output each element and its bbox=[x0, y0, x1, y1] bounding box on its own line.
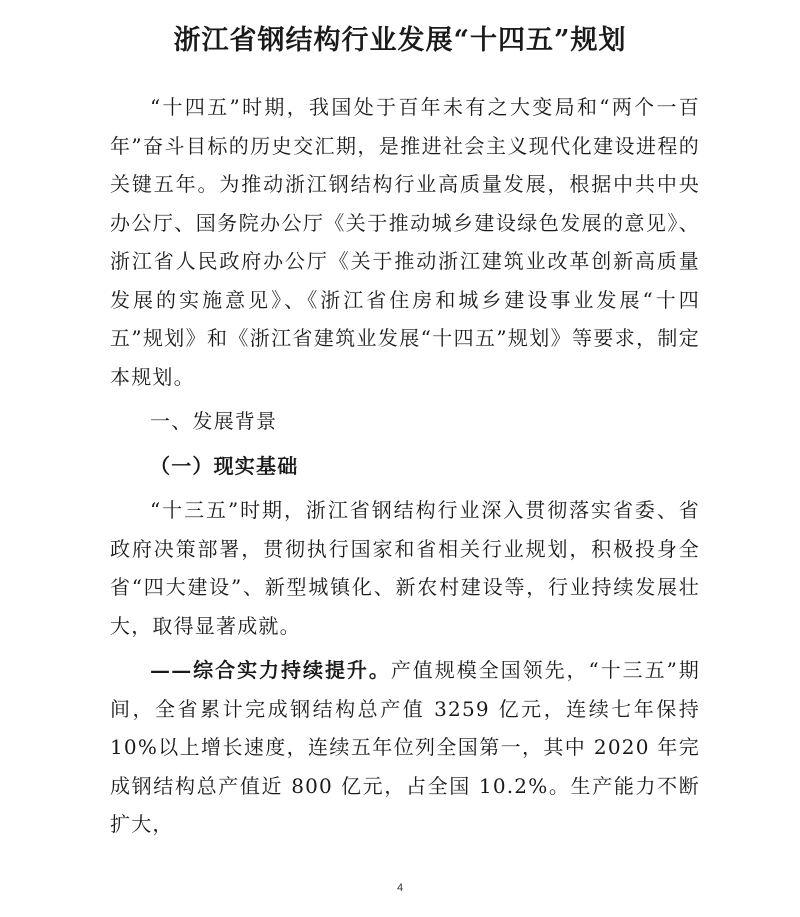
section-heading: 一、发展背景 bbox=[150, 409, 278, 433]
intro-paragraph: “十四五”时期，我国处于百年未有之大变局和“两个一百年”奋斗目标的历史交汇期，是推进社会主义现代化建设进程的关键五年。为推动浙江钢结构行业高质量发展，根据中共中央办公厅、国务院办公厅《关于推动城乡建设绿色发展的意见》、浙江省人民政府办公厅《关于推动浙江建筑业改革创新高质量发展的实施意见》、《浙江省住房和城乡建设事业发展“十四五”规划》和《浙江省建筑业发展“十四五”规划》等要求，制定本规划。 bbox=[110, 95, 700, 389]
point-lead: ——综合实力持续提升。 bbox=[150, 658, 391, 682]
background-paragraph: “十三五”时期，浙江省钢结构行业深入贯彻落实省委、省政府决策部署，贯彻执行国家和省相关行业规划，积极投身全省“四大建设”、新型城镇化、新农村建设等，行业持续发展壮大，取得显著成就。 bbox=[110, 498, 700, 638]
document-body bbox=[110, 88, 700, 844]
subsection-heading: （一）现实基础 bbox=[150, 453, 299, 478]
page-number: 4 bbox=[396, 882, 404, 894]
document-title: 浙江省钢结构行业发展“十四五”规划 bbox=[173, 25, 627, 56]
point-text: 产值规模全国领先，“十三五”期间，全省累计完成钢结构总产值 3259 亿元，连续七年保持10%以上增长速度，连续五年位列全国第一，其中 2020 年完成钢结构总产值近 800 亿元，占全国 10.2%。生产能力不断扩大， bbox=[110, 658, 700, 836]
point-paragraph bbox=[110, 651, 700, 844]
